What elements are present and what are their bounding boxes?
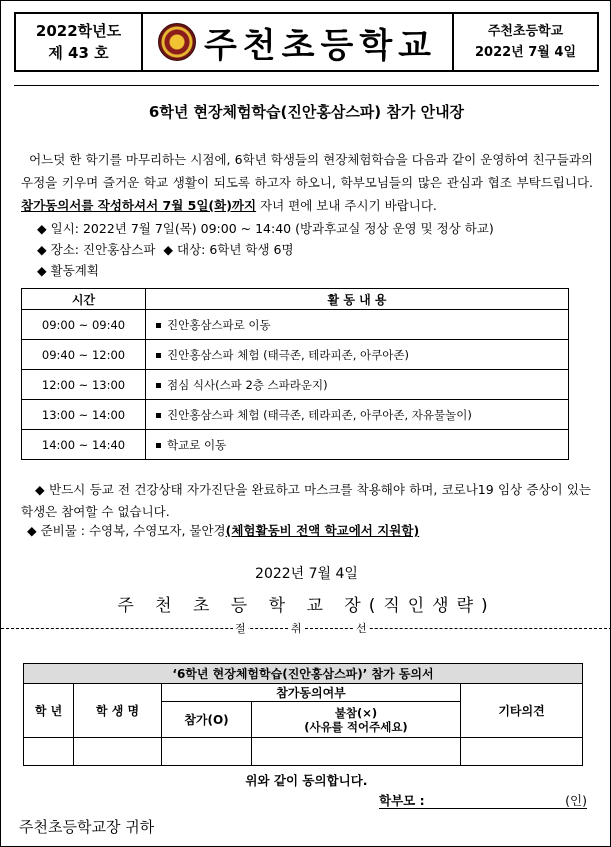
principal-signature: 주 천 초 등 학 교 장(직인생략)	[117, 596, 496, 616]
consent-caption: ‘6학년 현장체험학습(진안홍삼스파)’ 참가 동의서	[24, 664, 583, 684]
intro-text: 어느덧 한 학기를 마무리하는 시점에, 6학년 학생들의 현장체험학습을 다음과 같이 운영하여 친구들과의 우정을 키우며 즐거운 학교 생활이 되도록 하고자 하오니, 학부모님들의 많은 관심과 협조 부탁드립니다.	[21, 152, 593, 190]
bullet-plan: ◆ 활동계획	[37, 261, 99, 281]
table-row: 09:40 ~ 12:00 진안홍삼스파 체험 (태극존, 테라피존, 아쿠아존)	[22, 340, 569, 370]
parent-signature-line[interactable]: 학부모 : (인)	[379, 793, 587, 808]
supplies-funding-note: (체험활동비 전액 학교에서 지원함)	[225, 523, 420, 538]
student-name-input[interactable]	[74, 738, 162, 766]
square-bullet-icon	[156, 383, 161, 388]
addressee: 주천초등학교장 귀하	[19, 818, 155, 836]
agreement-text: 위와 같이 동의합니다.	[245, 773, 368, 788]
intro-text-end: 자녀 편에 보내 주시기 바랍니다.	[256, 198, 437, 213]
publisher-box	[452, 14, 597, 70]
square-bullet-icon	[156, 413, 161, 418]
newsletter-header	[14, 12, 599, 72]
school-emblem-icon	[158, 23, 196, 61]
table-row: 09:00 ~ 09:40 진안홍삼스파로 이동	[22, 310, 569, 340]
publisher-name: 주천초등학교	[487, 24, 564, 39]
col-grade: 학 년	[24, 684, 74, 738]
school-title: 주천초등학교	[203, 25, 438, 66]
col-student-name: 학 생 명	[74, 684, 162, 738]
col-attend: 참가(O)	[162, 702, 252, 738]
cut-line: 절 취 선	[1, 619, 611, 637]
attend-input[interactable]	[162, 738, 252, 766]
school-banner	[143, 14, 452, 70]
col-consent: 참가동의여부	[162, 684, 461, 702]
square-bullet-icon	[156, 323, 161, 328]
table-row: 14:00 ~ 14:40 학교로 이동	[22, 430, 569, 460]
diamond-icon: ◆	[37, 242, 47, 257]
issue-number: 제 43 호	[48, 44, 109, 62]
school-year: 2022학년도	[35, 22, 122, 40]
signature-date: 2022년 7월 4일	[255, 566, 358, 582]
diamond-icon: ◆	[37, 263, 47, 278]
consent-form-table	[23, 663, 583, 766]
square-bullet-icon	[156, 443, 161, 448]
intro-deadline: 참가동의서를 작성하셔서 7월 5일(화)까지	[21, 198, 257, 213]
publish-date: 2022년 7월 4일	[475, 45, 576, 60]
health-notice: ◆ 반드시 등교 전 건강상태 자가진단을 완료하고 마스크를 착용해야 하며, 코로나19 임상 증상이 있는 학생은 참여할 수 없습니다.	[21, 482, 591, 519]
bullet-date: ◆ 일시: 2022년 7월 7일(목) 09:00 ~ 14:40 (방과후교실 정상 운영 및 정상 하교)	[37, 219, 494, 239]
seal-mark: (인)	[565, 793, 587, 808]
table-row: 13:00 ~ 14:00 진안홍삼스파 체험 (태극존, 테라피존, 아쿠아존, 자유물놀이)	[22, 400, 569, 430]
col-absent: 불참(×) (사유를 적어주세요)	[252, 702, 461, 738]
schedule-table	[21, 288, 569, 460]
diamond-icon: ◆	[163, 242, 173, 257]
header-divider	[14, 85, 599, 86]
absent-input[interactable]	[252, 738, 461, 766]
supplies-line: ◆ 준비물 : 수영복, 수영모자, 물안경(체험활동비 전액 학교에서 지원함)	[27, 523, 420, 538]
intro-paragraph	[21, 148, 593, 217]
diamond-icon: ◆	[37, 221, 47, 236]
dashed-divider	[1, 628, 611, 629]
table-row: 12:00 ~ 13:00 점심 식사(스파 2층 스파라운지)	[22, 370, 569, 400]
schedule-header-time: 시간	[22, 289, 146, 310]
bullet-place-target: ◆ 장소: 진안홍삼스파 ◆ 대상: 6학년 학생 6명	[37, 240, 294, 260]
document-title: 6학년 현장체험학습(진안홍삼스파) 참가 안내장	[148, 103, 465, 121]
col-other-opinion: 기타의견	[461, 684, 583, 738]
grade-input[interactable]	[24, 738, 74, 766]
square-bullet-icon	[156, 353, 161, 358]
schedule-header-activity: 활 동 내 용	[146, 289, 569, 310]
issue-box	[16, 14, 143, 70]
other-opinion-input[interactable]	[461, 738, 583, 766]
